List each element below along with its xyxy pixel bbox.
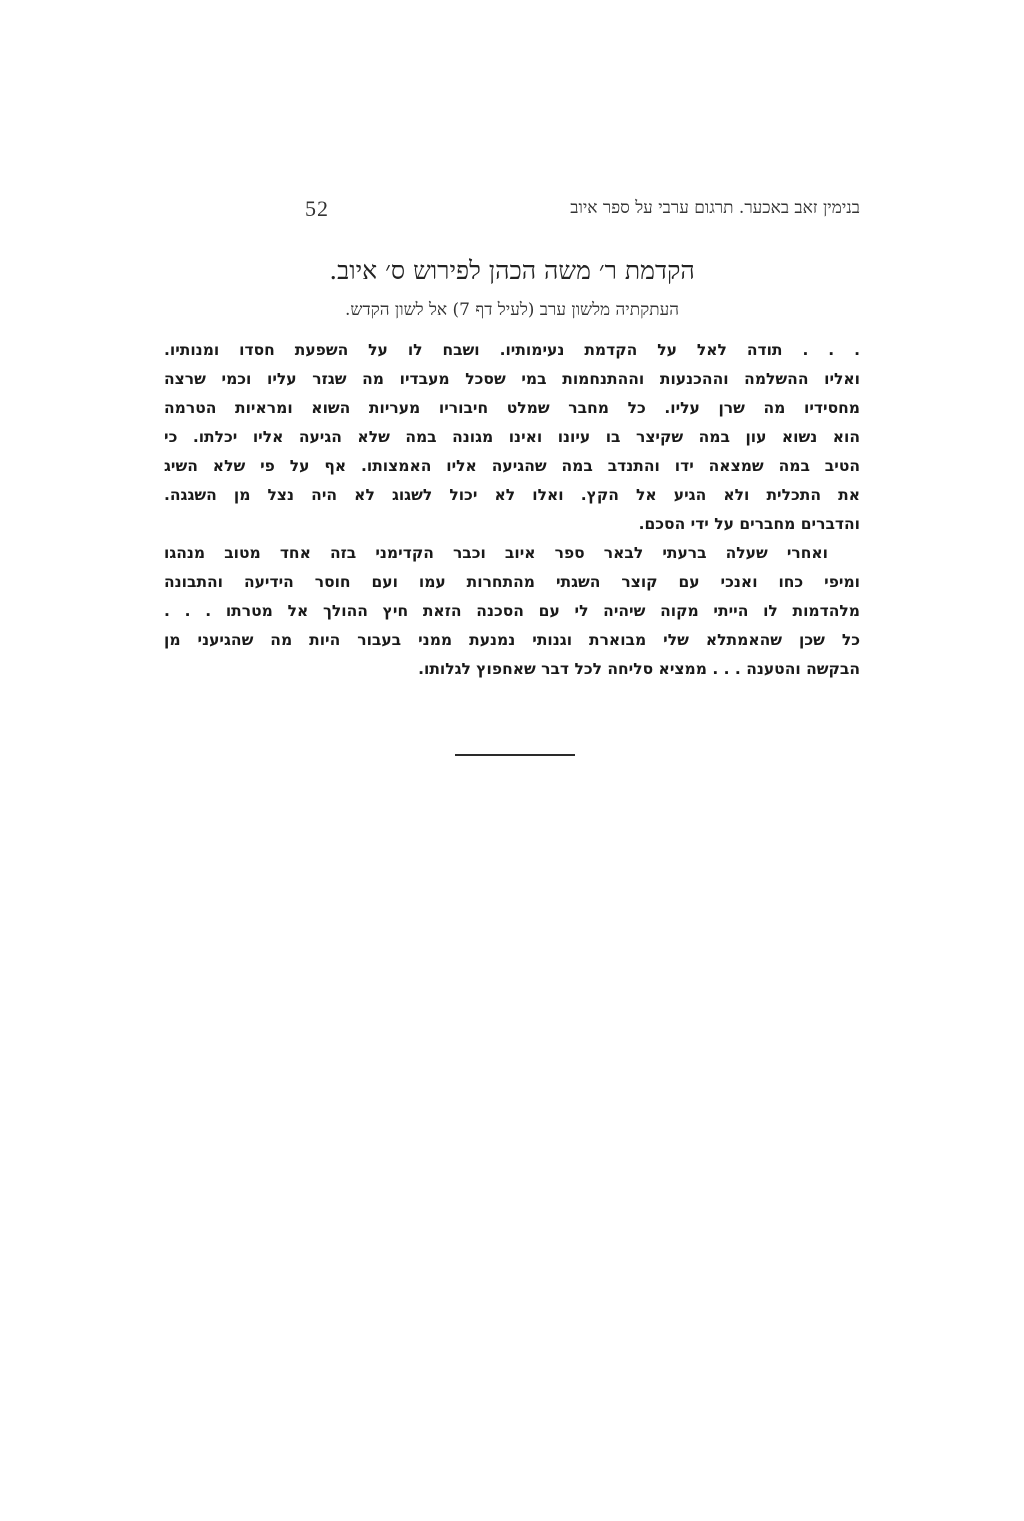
text-line: ומיפי כחו ואנכי עם קוצר השגתי מהתחרות עמו ועם חוסר הידיעה והתבונה (164, 573, 860, 591)
text-line: ואליו ההשלמה וההכנעות וההתנחמות במי שסכל מעבדיו מה שגזר עליו וכמי שרצה (164, 370, 860, 388)
running-title: בנימין זאב באכער. תרגום ערבי על ספר איוב (570, 198, 860, 218)
text-line: והדברים מחברים על ידי הסכם. (638, 515, 860, 533)
text-line: מחסידיו מה שרן עליו. כל מחבר שמלט חיבוריו מעריות השוא ומראיות הטרמה (164, 399, 860, 417)
paragraph-1 (164, 336, 860, 539)
section-subtitle: העתקתיה מלשון ערב (לעיל דף 7) אל לשון הקדש. (345, 300, 679, 320)
text-line: כל שכן שהאמתלא שלי מבוארת וגנותי נמנעת ממני בעבור היות מה שהגיעני מן (164, 631, 860, 649)
text-line: את התכלית ולא הגיע אל הקץ. ואלו לא יכול לשגוג לא היה נצל מן השגגה. (164, 486, 860, 504)
text-line: מלהדמות לו הייתי מקוה שיהיה לי עם הסכנה הזאת חיץ ההולך אל מטרתו . . . (164, 602, 860, 620)
text-line: הוא נשוא עון במה שקיצר בו עיונו ואינו מגונה במה שלא הגיעה אליו יכלתו. כי (164, 428, 860, 446)
text-line: ואחרי שעלה ברעתי לבאר ספר איוב וכבר הקדימני בזה אחד מטוב מנהגו (164, 544, 828, 562)
paragraph-2 (164, 539, 860, 684)
section-end-rule (455, 754, 575, 756)
text-line: הבקשה והטענה . . . ממציא סליחה לכל דבר שאחפוץ לגלותו. (418, 660, 860, 678)
section-title: הקדמת ר׳ משה הכהן לפירוש ס׳ איוב. (329, 256, 695, 285)
text-line: הטיב במה שמצאה ידו והתנדב במה שהגיעה אליו האמצותו. אף על פי שלא השיג (164, 457, 860, 475)
running-head (305, 196, 860, 226)
page-number: 52 (305, 196, 329, 221)
body-text (164, 336, 860, 684)
text-line: . . . תודה לאל על הקדמת נעימותיו. ושבח לו על השפעת חסדו ומנותיו. (164, 341, 860, 359)
